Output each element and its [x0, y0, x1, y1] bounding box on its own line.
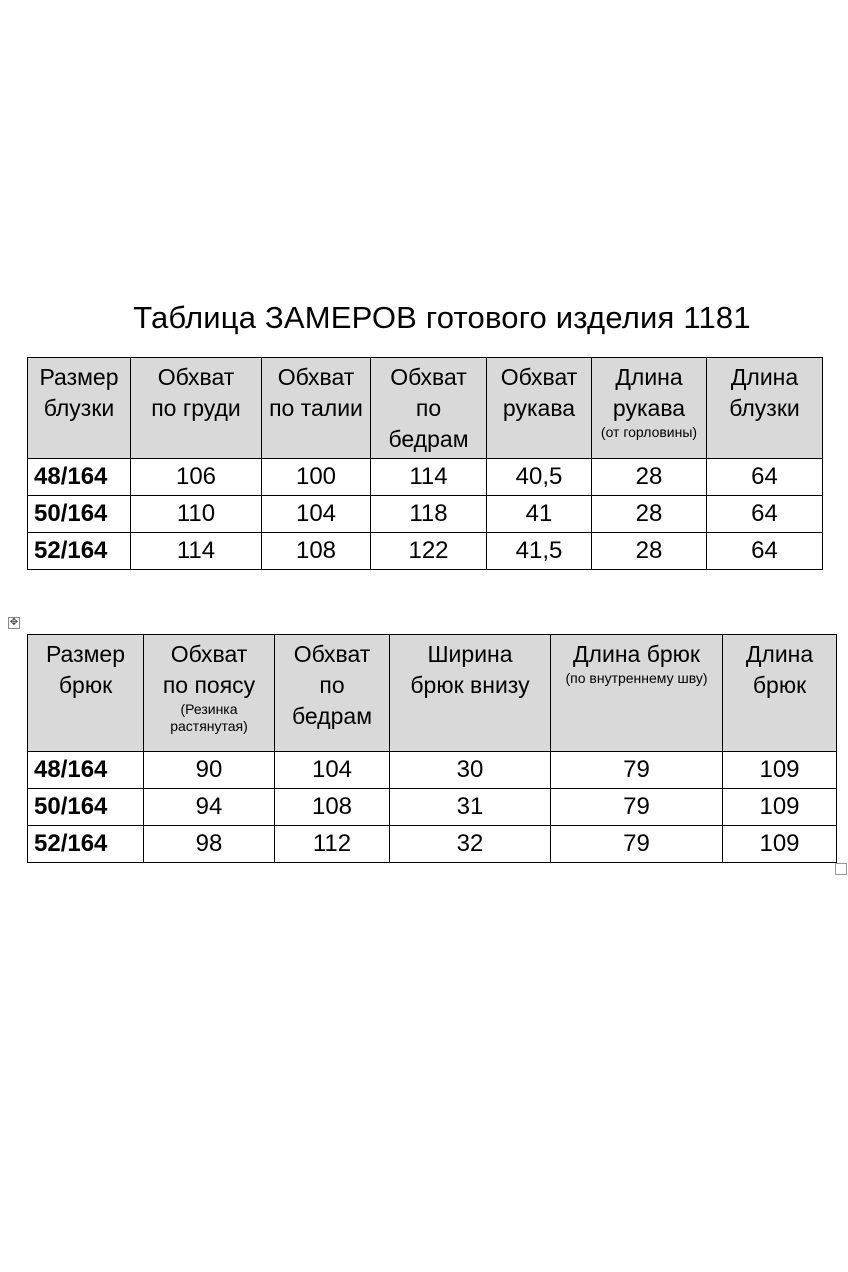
size-cell: 50/164 [28, 496, 131, 533]
size-cell: 48/164 [28, 459, 131, 496]
table-cell: 98 [144, 826, 275, 863]
table-cell: 110 [131, 496, 262, 533]
table-cell: 118 [371, 496, 487, 533]
table-cell: 109 [723, 789, 837, 826]
table-cell: 79 [551, 752, 723, 789]
header-inseam-length: Длина брюк (по внутреннему шву) [551, 635, 723, 752]
page-title: Таблица ЗАМЕРОВ готового изделия 1181 [133, 300, 751, 335]
size-cell: 50/164 [28, 789, 144, 826]
table-row [28, 789, 837, 826]
move-arrows-icon[interactable]: ✥ [9, 617, 19, 628]
table-cell: 31 [390, 789, 551, 826]
table-row [28, 459, 823, 496]
header-waist: Обхват по талии [262, 358, 371, 459]
table-cell: 108 [262, 533, 371, 570]
trousers-measurements-table [27, 634, 837, 863]
resize-handle-icon[interactable] [835, 863, 847, 875]
table-cell: 114 [371, 459, 487, 496]
header-hips: Обхват по бедрам [371, 358, 487, 459]
table-cell: 106 [131, 459, 262, 496]
table-cell: 100 [262, 459, 371, 496]
table-cell: 28 [592, 496, 707, 533]
header-blouse-length: Длина блузки [707, 358, 823, 459]
table-cell: 41 [487, 496, 592, 533]
header-note: (от горловины) [600, 424, 698, 440]
table-cell: 114 [131, 533, 262, 570]
header-trousers-length: Длина брюк [723, 635, 837, 752]
table-row [28, 752, 837, 789]
header-note: (по внутреннему шву) [565, 670, 708, 686]
table-cell: 30 [390, 752, 551, 789]
table-cell: 41,5 [487, 533, 592, 570]
header-sleeve-girth: Обхват рукава [487, 358, 592, 459]
table-cell: 108 [275, 789, 390, 826]
table-cell: 104 [262, 496, 371, 533]
header-sleeve-length: Длина рукава (от горловины) [592, 358, 707, 459]
table-cell: 64 [707, 533, 823, 570]
table-cell: 109 [723, 826, 837, 863]
header-bust: Обхват по груди [131, 358, 262, 459]
table-cell: 112 [275, 826, 390, 863]
header-row [28, 635, 837, 752]
table-cell: 40,5 [487, 459, 592, 496]
table-cell: 90 [144, 752, 275, 789]
table-cell: 122 [371, 533, 487, 570]
table-cell: 109 [723, 752, 837, 789]
header-hem-width: Ширина брюк внизу [390, 635, 551, 752]
table-cell: 28 [592, 533, 707, 570]
table-cell: 28 [592, 459, 707, 496]
header-hips: Обхват по бедрам [275, 635, 390, 752]
table-row [28, 496, 823, 533]
table-row [28, 533, 823, 570]
blouse-measurements-table [27, 357, 823, 570]
header-row [28, 358, 823, 459]
table-cell: 79 [551, 789, 723, 826]
table-cell: 32 [390, 826, 551, 863]
header-note: (Резинка растянутая) [170, 701, 248, 734]
size-cell: 48/164 [28, 752, 144, 789]
size-cell: 52/164 [28, 533, 131, 570]
table-row [28, 826, 837, 863]
header-size: Размер блузки [28, 358, 131, 459]
table-cell: 64 [707, 496, 823, 533]
table-cell: 104 [275, 752, 390, 789]
table-cell: 64 [707, 459, 823, 496]
size-cell: 52/164 [28, 826, 144, 863]
table-cell: 79 [551, 826, 723, 863]
table-cell: 94 [144, 789, 275, 826]
header-waist: Обхват по поясу (Резинка растянутая) [144, 635, 275, 752]
header-size: Размер брюк [28, 635, 144, 752]
